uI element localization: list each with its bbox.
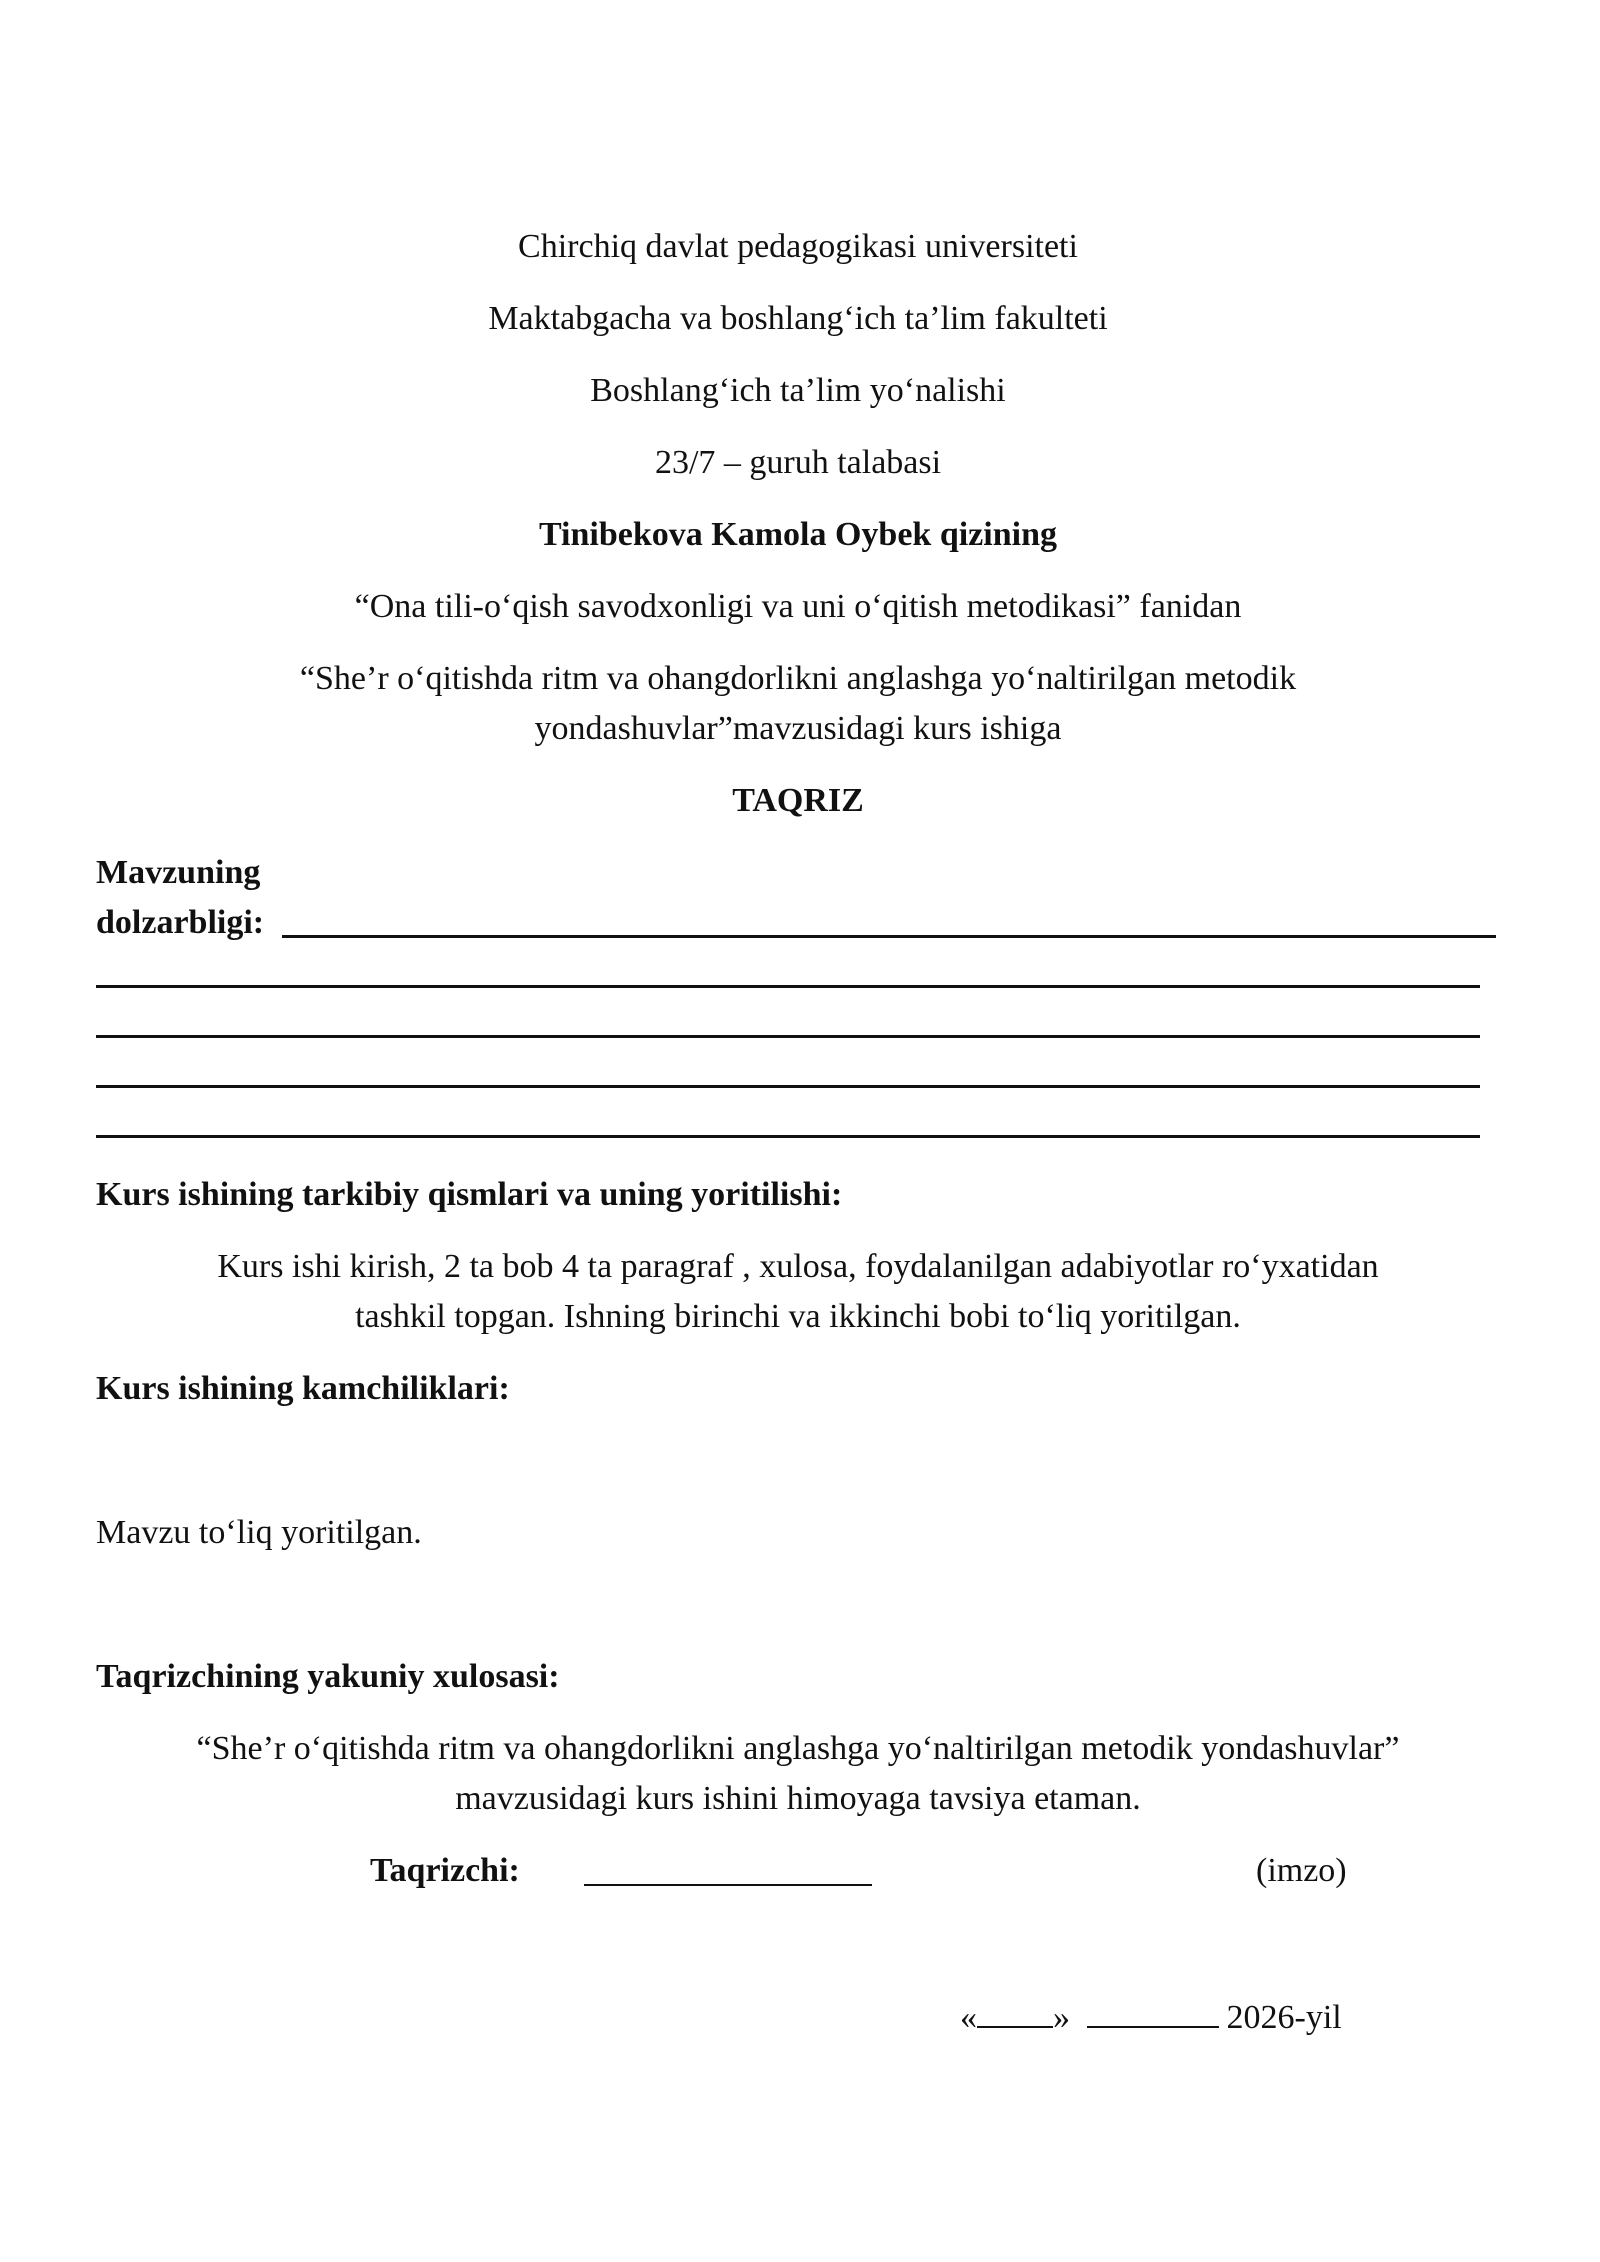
conclusion-title: Taqrizchining yakuniy xulosasi:	[96, 1658, 560, 1695]
reviewer-label: Taqrizchi:	[370, 1852, 520, 1889]
student-name: Tinibekova Kamola Oybek qizining	[538, 516, 1057, 553]
document-title: TAQRIZ	[732, 782, 864, 819]
structure-text-line1: Kurs ishi kirish, 2 ta bob 4 ta paragraf , xulosa, foydalanilgan adabiyotlar ro‘yxatidan	[217, 1248, 1379, 1285]
topic-line-1: “She’r o‘qitishda ritm va ohangdorlikni anglashga yo‘naltirilgan metodik	[299, 660, 1297, 697]
signature-row	[96, 1846, 1500, 1896]
document-page	[96, 222, 1500, 2040]
university-name: Chirchiq davlat pedagogikasi universiteti	[518, 228, 1078, 265]
relevance-label-line2: dolzarbligi:	[96, 904, 265, 941]
date-row	[96, 1990, 1500, 2040]
structure-title: Kurs ishining tarkibiy qismlari va uning yoritilishi:	[96, 1176, 843, 1213]
shortcomings-section	[96, 1364, 1500, 1652]
date-month-blank	[1087, 1990, 1219, 2028]
blank-line-4	[96, 1098, 1500, 1148]
faculty-name: Maktabgacha va boshlang‘ich ta’lim fakulteti	[488, 300, 1108, 337]
signature-blank-line	[584, 1884, 872, 1886]
conclusion-text-line1: “She’r o‘qitishda ritm va ohangdorlikni anglashga yo‘naltirilgan metodik yondashuvlar”	[196, 1730, 1400, 1767]
date-day-blank	[977, 1990, 1053, 2028]
topic-block	[96, 654, 1500, 776]
relevance-label-line1: Mavzuning	[96, 854, 261, 891]
date-year: 2026-yil	[1226, 1999, 1342, 2036]
relevance-blank-line	[282, 935, 1496, 938]
relevance-label-row	[96, 898, 1500, 948]
blank-line-1	[96, 948, 1500, 998]
topic-line-2: yondashuvlar”mavzusidagi kurs ishiga	[534, 710, 1062, 747]
date-field	[960, 1990, 1342, 2043]
group-info: 23/7 – guruh talabasi	[654, 444, 942, 481]
direction-name: Boshlang‘ich ta’lim yo‘nalishi	[590, 372, 1006, 409]
structure-section	[96, 1170, 1500, 1364]
conclusion-text-line2: mavzusidagi kurs ishini himoyaga tavsiya etaman.	[455, 1780, 1141, 1817]
blank-line-2	[96, 998, 1500, 1048]
date-open-quote: «	[960, 1999, 977, 2036]
signature-note: (imzo)	[1256, 1852, 1347, 1889]
conclusion-section	[96, 1652, 1500, 1846]
subject-name: “Ona tili-o‘qish savodxonligi va uni o‘qitish metodikasi” fanidan	[354, 588, 1242, 625]
shortcomings-title: Kurs ishining kamchiliklari:	[96, 1370, 510, 1407]
shortcomings-text: Mavzu to‘liq yoritilgan.	[96, 1514, 422, 1551]
date-close-quote: »	[1053, 1999, 1070, 2036]
blank-line-3	[96, 1048, 1500, 1098]
structure-text-line2: tashkil topgan. Ishning birinchi va ikkinchi bobi to‘liq yoritilgan.	[355, 1298, 1241, 1335]
relevance-section	[96, 848, 1500, 1148]
